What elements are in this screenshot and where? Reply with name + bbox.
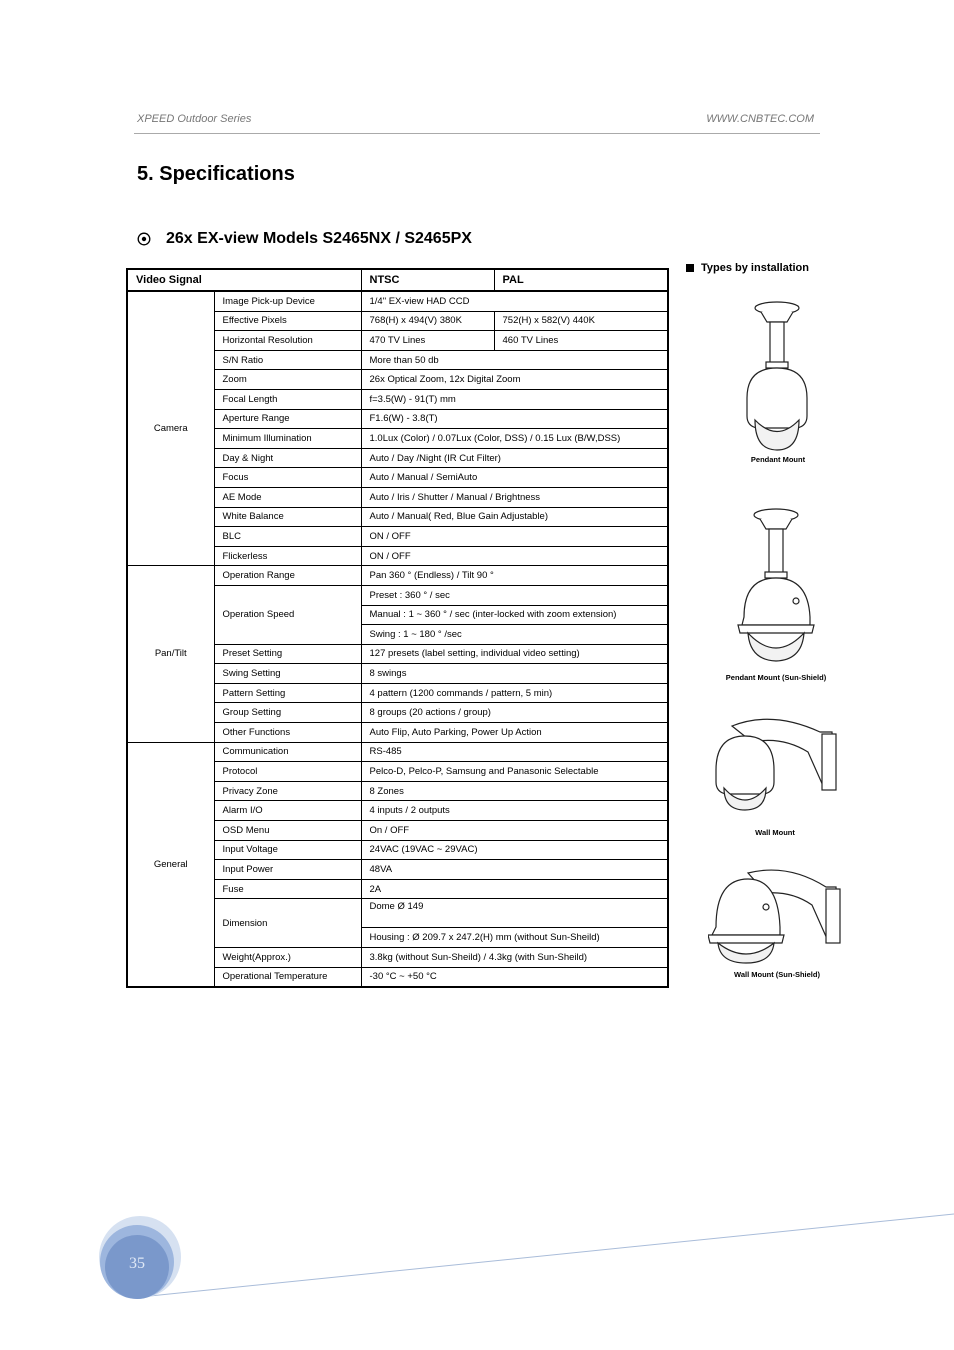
group-camera: Camera	[127, 291, 214, 566]
row-label: Group Setting	[214, 703, 361, 723]
row-label: S/N Ratio	[214, 350, 361, 370]
row-value: Auto / Manual / SemiAuto	[361, 468, 668, 488]
target-bullet-icon	[137, 232, 151, 246]
row-label: White Balance	[214, 507, 361, 527]
row-value: 127 presets (label setting, individual video setting)	[361, 644, 668, 664]
row-value-pal: 752(H) x 582(V) 440K	[494, 311, 668, 331]
row-label: Weight(Approx.)	[214, 948, 361, 968]
wall-mount-icon	[712, 712, 840, 822]
row-value: 4 inputs / 2 outputs	[361, 801, 668, 821]
row-value: More than 50 db	[361, 350, 668, 370]
row-label: Protocol	[214, 762, 361, 782]
row-label: Other Functions	[214, 723, 361, 743]
row-label: Operational Temperature	[214, 967, 361, 987]
row-label: Alarm I/O	[214, 801, 361, 821]
subtitle	[137, 230, 472, 248]
caption-wall-mount: Wall Mount	[755, 828, 795, 837]
row-value: 48VA	[361, 860, 668, 880]
caption-pendant-sunshield: Pendant Mount (Sun-Shield)	[725, 673, 827, 682]
row-value: Pelco-D, Pelco-P, Samsung and Panasonic Selectable	[361, 762, 668, 782]
pendant-sunshield-mount-icon	[730, 505, 825, 665]
caption-wall-sunshield: Wall Mount (Sun-Shield)	[734, 970, 820, 979]
row-value: Preset : 360 ° / sec	[361, 585, 668, 605]
table-row	[127, 742, 668, 762]
row-value: Auto / Iris / Shutter / Manual / Brightness	[361, 487, 668, 507]
row-label: Dimension	[214, 899, 361, 948]
row-label: Communication	[214, 742, 361, 762]
row-value-ntsc: 470 TV Lines	[361, 331, 494, 351]
row-label: Swing Setting	[214, 664, 361, 684]
row-value: Pan 360 ° (Endless) / Tilt 90 °	[361, 566, 668, 586]
header-series: XPEED Outdoor Series	[137, 113, 252, 125]
row-value: -30 °C ~ +50 °C	[361, 967, 668, 987]
row-label: Operation Range	[214, 566, 361, 586]
row-label: OSD Menu	[214, 821, 361, 841]
row-label: Pattern Setting	[214, 683, 361, 703]
row-label: Zoom	[214, 370, 361, 390]
row-label: Fuse	[214, 879, 361, 899]
row-value: Swing : 1 ~ 180 ° /sec	[361, 625, 668, 645]
square-bullet-icon	[686, 264, 694, 272]
row-label: Privacy Zone	[214, 781, 361, 801]
row-value: Auto Flip, Auto Parking, Power Up Action	[361, 723, 668, 743]
row-value: F1.6(W) - 3.8(T)	[361, 409, 668, 429]
group-general: General	[127, 742, 214, 987]
row-value: 24VAC (19VAC ~ 29VAC)	[361, 840, 668, 860]
row-value: RS-485	[361, 742, 668, 762]
row-value: 8 swings	[361, 664, 668, 684]
caption-pendant-mount: Pendant Mount	[750, 455, 806, 464]
row-value: 3.8kg (without Sun-Sheild) / 4.3kg (with Sun-Sheild)	[361, 948, 668, 968]
row-value: 1/4" EX-view HAD CCD	[361, 291, 668, 311]
header-divider	[134, 133, 820, 134]
row-label: Minimum Illumination	[214, 429, 361, 449]
row-label: BLC	[214, 527, 361, 547]
row-value: 26x Optical Zoom, 12x Digital Zoom	[361, 370, 668, 390]
row-value: 8 Zones	[361, 781, 668, 801]
page-number: 35	[129, 1255, 145, 1272]
row-label: Focal Length	[214, 389, 361, 409]
row-label: Operation Speed	[214, 585, 361, 644]
row-label: Input Power	[214, 860, 361, 880]
row-label: Preset Setting	[214, 644, 361, 664]
row-value: f=3.5(W) - 91(T) mm	[361, 389, 668, 409]
header-pal: PAL	[494, 269, 668, 291]
row-label: Input Voltage	[214, 840, 361, 860]
row-value: Housing : Ø 209.7 x 247.2(H) mm (without Sun-Sheild)	[361, 928, 668, 948]
table-row	[127, 566, 668, 586]
row-value: Auto / Manual( Red, Blue Gain Adjustable)	[361, 507, 668, 527]
row-value: Auto / Day /Night (IR Cut Filter)	[361, 448, 668, 468]
row-label: Image Pick-up Device	[214, 291, 361, 311]
section-title: 5. Specifications	[137, 163, 295, 185]
row-value-ntsc: 768(H) x 494(V) 380K	[361, 311, 494, 331]
wall-sunshield-mount-icon	[708, 865, 843, 965]
header-ntsc: NTSC	[361, 269, 494, 291]
row-label: Focus	[214, 468, 361, 488]
header-website: WWW.CNBTEC.COM	[706, 113, 814, 125]
pendant-mount-icon	[735, 298, 825, 453]
row-value: ON / OFF	[361, 527, 668, 547]
row-value: ON / OFF	[361, 546, 668, 566]
row-label: Day & Night	[214, 448, 361, 468]
table-header-row	[127, 269, 668, 291]
subtitle-text: 26x EX-view Models S2465NX / S2465PX	[166, 230, 472, 247]
row-value: 8 groups (20 actions / group)	[361, 703, 668, 723]
spec-table	[126, 268, 669, 988]
row-value: 2A	[361, 879, 668, 899]
row-label: Aperture Range	[214, 409, 361, 429]
installation-types-heading	[686, 262, 809, 274]
row-value: Manual : 1 ~ 360 ° / sec (inter-locked with zoom extension)	[361, 605, 668, 625]
row-value: On / OFF	[361, 821, 668, 841]
table-row	[127, 291, 668, 311]
row-label: AE Mode	[214, 487, 361, 507]
row-label: Effective Pixels	[214, 311, 361, 331]
row-value-pal: 460 TV Lines	[494, 331, 668, 351]
group-pantilt: Pan/Tilt	[127, 566, 214, 742]
row-value: 1.0Lux (Color) / 0.07Lux (Color, DSS) / 0.15 Lux (B/W,DSS)	[361, 429, 668, 449]
row-label: Flickerless	[214, 546, 361, 566]
header-video-signal: Video Signal	[127, 269, 361, 291]
row-value: Dome Ø 149	[361, 899, 668, 928]
installation-types-text: Types by installation	[701, 262, 809, 274]
row-value: 4 pattern (1200 commands / pattern, 5 min)	[361, 683, 668, 703]
row-label: Horizontal Resolution	[214, 331, 361, 351]
